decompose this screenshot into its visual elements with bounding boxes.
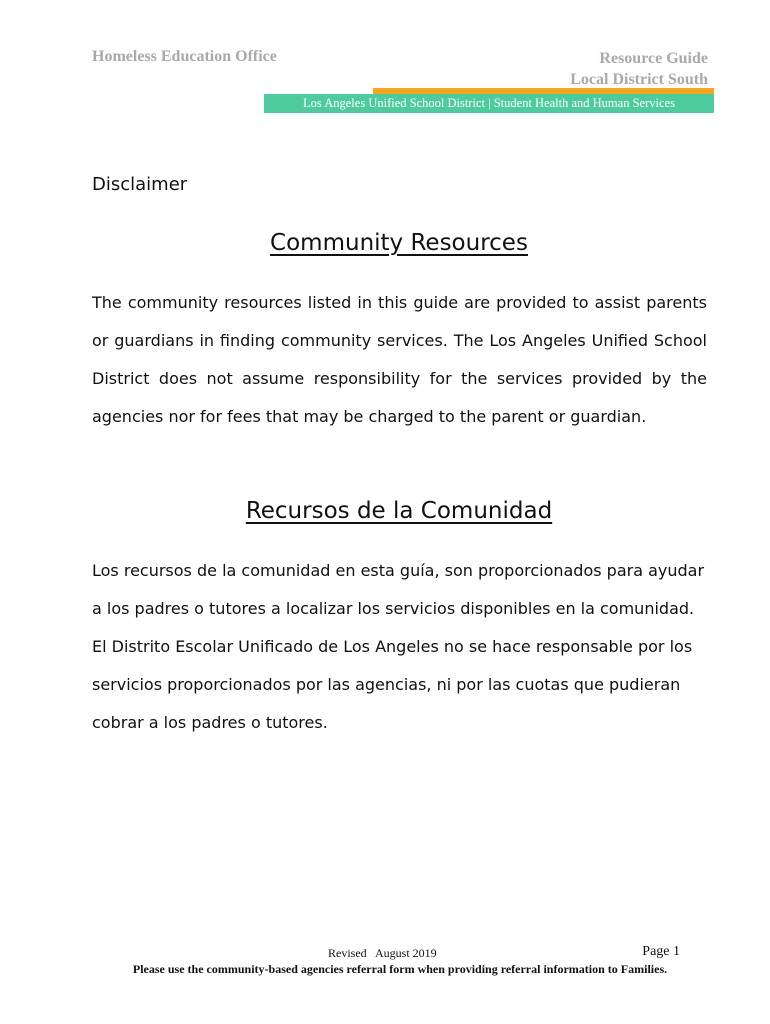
footer-note: Please use the community-based agencies referral form when providing referral information to Families. (132, 962, 668, 976)
district-banner: Los Angeles Unified School District | Student Health and Human Services (264, 94, 714, 113)
revised-date: Revised August 2019 (328, 946, 437, 960)
office-name: Homeless Education Office (92, 48, 277, 65)
district-name: Local District South (570, 71, 708, 88)
guide-title: Resource Guide (599, 50, 708, 67)
disclaimer-label: Disclaimer (92, 174, 188, 195)
spanish-paragraph: Los recursos de la comunidad en esta guía, son proporcionados para ayudar a los padres o tutores a localizar los servicios disponibles en la comunidad. El Distrito Escolar Unificado de Los Angeles no se hace responsable por los servicios proporcionados por las agencias, ni por las cuotas que pudieran cobrar a los padres o tutores. (92, 561, 705, 732)
header-right (570, 48, 708, 90)
spanish-heading: Recursos de la Comunidad (245, 498, 553, 524)
english-heading: Community Resources (270, 230, 528, 256)
page-number: Page 1 (642, 944, 680, 959)
english-paragraph: The community resources listed in this guide are provided to assist parents or guardians in finding community services. The Los Angeles Unified School District does not assume responsibility for the services provided by the agencies nor for fees that may be charged to the parent or guardian. (92, 293, 707, 426)
